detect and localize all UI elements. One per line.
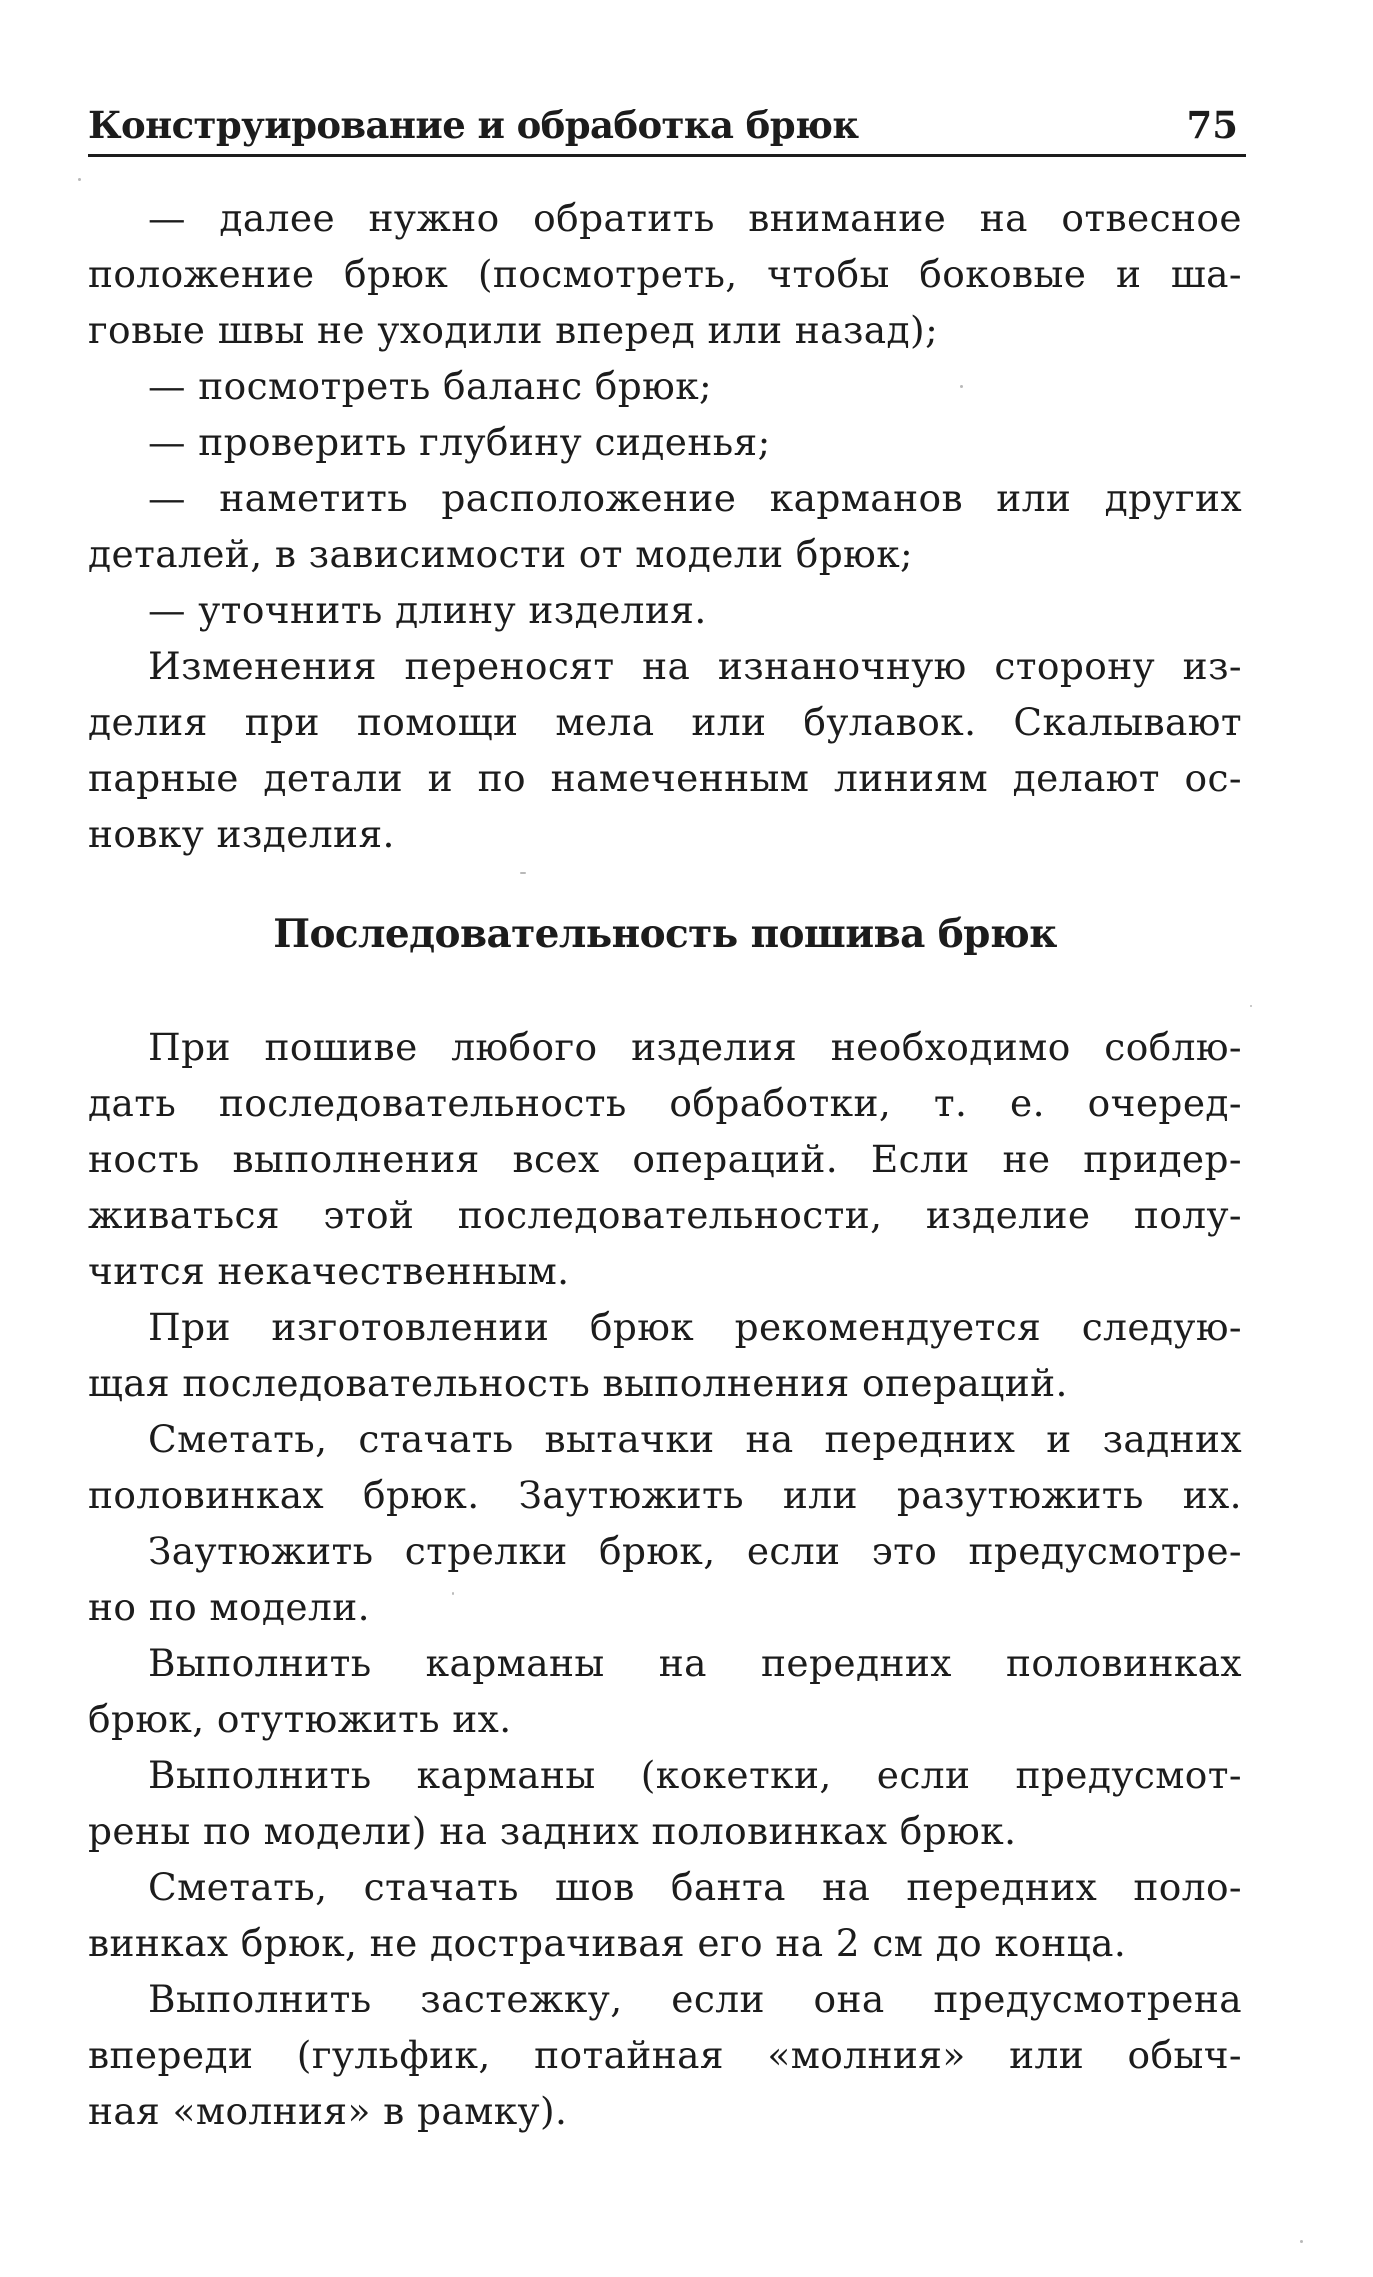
- section-heading: Последовательность пошива брюк: [273, 911, 1057, 957]
- running-header: [88, 100, 1246, 157]
- text-line: рены по модели) на задних половинках брюк.: [88, 1809, 1017, 1853]
- text-line: делия при помощи мела или булавок. Скалывают: [88, 700, 1242, 744]
- text-line: При пошиве любого изделия необходимо соблю-: [148, 1025, 1242, 1069]
- text-line: При изготовлении брюк рекомендуется следую-: [148, 1305, 1242, 1349]
- text-line: брюк, отутюжить их.: [88, 1697, 512, 1741]
- text-line: — проверить глубину сиденья;: [148, 420, 771, 464]
- text-line: чится некачественным.: [88, 1249, 570, 1293]
- page-number: 75: [1186, 103, 1238, 147]
- text-line: говые швы не уходили вперед или назад);: [88, 308, 939, 352]
- text-line: Заутюжить стрелки брюк, если это предусмотре-: [148, 1529, 1242, 1573]
- text-line: Сметать, стачать шов банта на передних поло-: [148, 1865, 1242, 1909]
- text-line: деталей, в зависимости от модели брюк;: [88, 532, 914, 576]
- text-line: впереди (гульфик, потайная «молния» или обыч-: [88, 2033, 1242, 2077]
- text-line: но по модели.: [88, 1585, 370, 1629]
- paragraph-block-bottom: [88, 1020, 1242, 2140]
- text-line: ность выполнения всех операций. Если не придер-: [88, 1137, 1242, 1181]
- scan-speck: [1250, 1005, 1252, 1007]
- text-line: Выполнить застежку, если она предусмотрена: [148, 1977, 1242, 2021]
- paragraph-block-top: [88, 190, 1242, 862]
- text-line: — далее нужно обратить внимание на отвесное: [148, 196, 1242, 240]
- text-line: Изменения переносят на изнаночную сторону из-: [148, 644, 1242, 688]
- scan-speck: [78, 178, 81, 181]
- text-line: Сметать, стачать вытачки на передних и задних: [148, 1417, 1242, 1461]
- scan-speck: [452, 1592, 454, 1595]
- text-line: положение брюк (посмотреть, чтобы боковые и ша-: [88, 252, 1242, 296]
- text-line: новку изделия.: [88, 812, 395, 856]
- text-line: — посмотреть баланс брюк;: [148, 364, 713, 408]
- text-line: Выполнить карманы на передних половинках: [148, 1641, 1242, 1685]
- scan-speck: [1300, 2240, 1303, 2243]
- text-line: винках брюк, не дострачивая его на 2 см до конца.: [88, 1921, 1127, 1965]
- scan-speck: [960, 385, 963, 388]
- text-line: щая последовательность выполнения операций.: [88, 1361, 1068, 1405]
- running-title: Конструирование и обработка брюк: [88, 103, 859, 147]
- text-line: — наметить расположение карманов или других: [148, 476, 1242, 520]
- text-line: ная «молния» в рамку).: [88, 2089, 568, 2133]
- text-line: половинках брюк. Заутюжить или разутюжить их.: [88, 1473, 1242, 1517]
- text-line: живаться этой последовательности, изделие полу-: [88, 1193, 1242, 1237]
- text-line: парные детали и по намеченным линиям делают ос-: [88, 756, 1242, 800]
- text-line: Выполнить карманы (кокетки, если предусмот-: [148, 1753, 1242, 1797]
- text-line: дать последовательность обработки, т. е. очеред-: [88, 1081, 1242, 1125]
- text-line: — уточнить длину изделия.: [148, 588, 707, 632]
- scan-speck: [520, 872, 526, 874]
